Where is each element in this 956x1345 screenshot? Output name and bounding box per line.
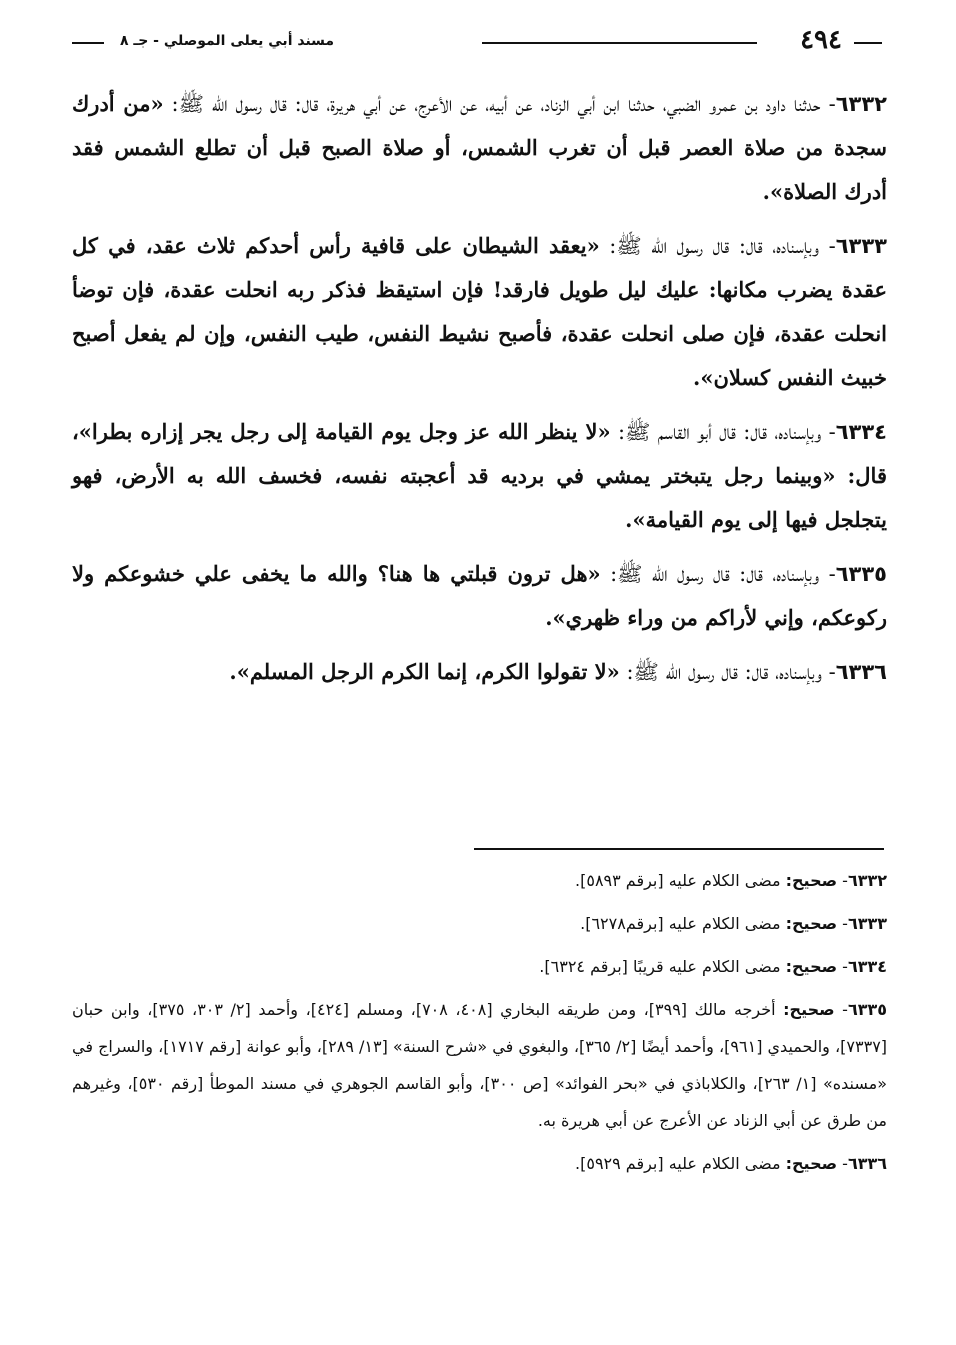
hadith-matn: «لا ينظر الله عز وجل يوم القيامة إلى رجل يجر إزاره بطرا»، قال: «وبينما رجل يتبختر يمشي في برديه قد أعجبته نفسه، فخسف الله به الأرض، فهو يتجلجل فيها إلى يوم القيامة». bbox=[72, 419, 887, 532]
hadith-body bbox=[72, 82, 887, 704]
hadith-isnad: وبإسناده، قال: قال رسول الله ﷺ: bbox=[626, 660, 822, 684]
hadith-dash: - bbox=[821, 420, 836, 444]
footnotes bbox=[72, 862, 887, 1188]
hadith-number: ٦٣٣٥ bbox=[835, 562, 887, 586]
hadith-matn: «يعقد الشيطان على قافية رأس أحدكم ثلاث عقد، في كل عقدة يضرب مكانها: عليك ليل طويل فارقد! فإن استيقظ فذكر ربه انحلت عقدة، فإن توضأ انحلت عقدة، فإن صلى انحلت عقدة، فأصبح نشيط النفس، طيب النفس، وإن لم يفعل أصبح خبيث النفس كسلان». bbox=[72, 233, 887, 390]
footnote-dash: - bbox=[837, 871, 848, 890]
footnote-text: مضى الكلام عليه قريبًا [برقم ٦٣٢٤]. bbox=[539, 957, 781, 976]
hadith-isnad: حدثنا داود بن عمرو الضبي، حدثنا ابن أبي الزناد، عن أبيه، عن الأعرج، عن أبي هريرة، قال: قال رسول الله ﷺ: bbox=[171, 92, 821, 116]
header-rule-middle bbox=[482, 42, 757, 44]
footnote-number: ٦٣٣٥ bbox=[847, 1000, 888, 1019]
hadith-6335 bbox=[72, 552, 887, 640]
footnote-text: مضى الكلام عليه [برقم ٥٩٢٩]. bbox=[575, 1154, 781, 1173]
hadith-isnad: وبإسناده، قال: قال رسول الله ﷺ: bbox=[609, 234, 820, 258]
footnote-grade: صحيح: bbox=[785, 871, 838, 890]
footnote-dash: - bbox=[837, 1154, 848, 1173]
hadith-6333 bbox=[72, 224, 887, 400]
page-number: ٤٩٤ bbox=[800, 25, 842, 55]
footnote-dash: - bbox=[837, 957, 848, 976]
hadith-isnad: وبإسناده، قال: قال رسول الله ﷺ: bbox=[610, 562, 820, 586]
hadith-number: ٦٣٣٢ bbox=[835, 92, 887, 116]
hadith-number: ٦٣٣٤ bbox=[835, 420, 887, 444]
footnote-number: ٦٣٣٣ bbox=[847, 914, 887, 933]
footnote-dash: - bbox=[834, 1000, 848, 1019]
hadith-matn: «هل ترون قبلتي ها هنا؟ والله ما يخفى علي خشوعكم ولا ركوعكم، وإني لأراكم من وراء ظهري». bbox=[72, 561, 887, 630]
hadith-6332 bbox=[72, 82, 887, 214]
footnote-text: مضى الكلام عليه [برقم٦٢٧٨]. bbox=[580, 914, 781, 933]
hadith-number: ٦٣٣٣ bbox=[835, 234, 887, 258]
footnote-grade: صحيح: bbox=[785, 914, 838, 933]
hadith-dash: - bbox=[819, 234, 836, 258]
footnote-grade: صحيح: bbox=[783, 1000, 835, 1019]
hadith-isnad: وبإسناده، قال: قال أبو القاسم ﷺ: bbox=[617, 420, 822, 444]
footnote-number: ٦٣٣٤ bbox=[847, 957, 887, 976]
footnote-grade: صحيح: bbox=[785, 1154, 838, 1173]
book-title: مسند أبي يعلى الموصلي - جـ ٨ bbox=[120, 33, 335, 49]
footnote-separator bbox=[474, 848, 884, 850]
hadith-dash: - bbox=[821, 660, 836, 684]
footnote-6334 bbox=[72, 948, 887, 985]
footnote-6332 bbox=[72, 862, 887, 899]
footnote-text: مضى الكلام عليه [برقم ٥٨٩٣]. bbox=[575, 871, 781, 890]
footnote-text: أخرجه مالك [٣٩٩]، ومن طريقه البخاري [٤٠٨، ٧٠٨]، ومسلم [٤٢٤]، وأحمد [٢/ ٣٠٣، ٣٧٥]، وابن حبان [٧٣٣٧]، والحميدي [٩٦١]، وأحمد أيضًا [٢/ ٣٦٥]، والبغوي في «شرح السنة» [١٣/ ٢٨٩]، وأبو عوانة [رقم ١٧١٧]، والسراج في «مسنده» [١/ ٢٦٣]، والكلاباذي في «بحر الفوائد» [ص ٣٠٠]، وأبو القاسم الجوهري في مسند الموطأ [رقم ٥٣٠]، وغيرهم من طرق عن أبي الزناد عن الأعرج عن أبي هريرة به. bbox=[72, 1000, 888, 1130]
page-header bbox=[72, 24, 882, 64]
hadith-dash: - bbox=[819, 562, 836, 586]
footnote-grade: صحيح: bbox=[785, 957, 838, 976]
hadith-number: ٦٣٣٦ bbox=[835, 660, 887, 684]
hadith-6336 bbox=[72, 650, 887, 694]
footnote-6335 bbox=[72, 991, 887, 1139]
footnote-number: ٦٣٣٢ bbox=[847, 871, 887, 890]
header-rule-right bbox=[854, 42, 882, 44]
header-rule-left bbox=[72, 42, 104, 44]
footnote-dash: - bbox=[837, 914, 848, 933]
hadith-dash: - bbox=[820, 92, 836, 116]
footnote-6336 bbox=[72, 1145, 887, 1182]
hadith-6334 bbox=[72, 410, 887, 542]
hadith-matn: «لا تقولوا الكرم، إنما الكرم الرجل المسلم». bbox=[229, 659, 620, 684]
footnote-6333 bbox=[72, 905, 887, 942]
hadith-matn: «من أدرك سجدة من صلاة العصر قبل أن تغرب الشمس، أو صلاة الصبح قبل أن تطلع الشمس فقد أدرك الصلاة». bbox=[72, 91, 887, 204]
footnote-number: ٦٣٣٦ bbox=[847, 1154, 887, 1173]
